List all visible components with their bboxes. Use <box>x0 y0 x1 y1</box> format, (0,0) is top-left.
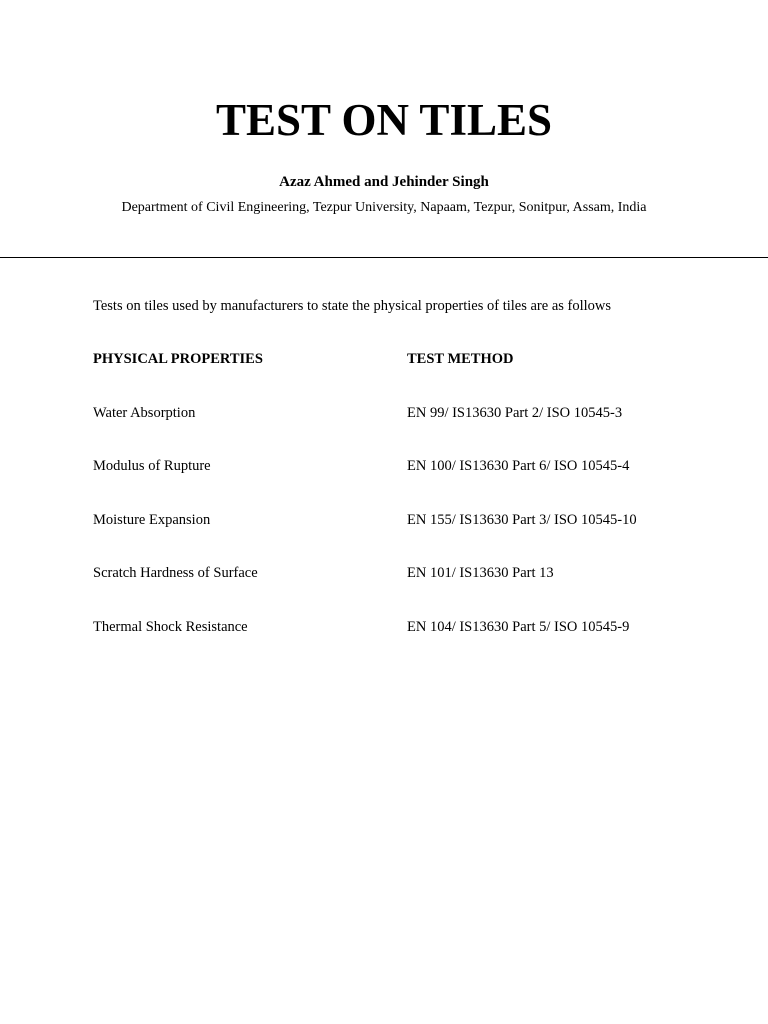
property-cell: Scratch Hardness of Surface <box>93 565 258 581</box>
property-cell: Moisture Expansion <box>93 511 211 528</box>
method-cell: EN 101/ IS13630 Part 13 <box>407 565 554 581</box>
property-cell: Thermal Shock Resistance <box>93 618 248 635</box>
document-title: TEST ON TILES <box>215 95 553 145</box>
table-row <box>93 618 713 672</box>
method-cell: EN 99/ IS13630 Part 2/ ISO 10545-3 <box>407 404 623 421</box>
table-row <box>93 511 713 565</box>
column-header-method: TEST METHOD <box>407 351 514 367</box>
method-cell: EN 100/ IS13630 Part 6/ ISO 10545-4 <box>407 458 630 474</box>
document-affiliation: Department of Civil Engineering, Tezpur University, Napaam, Tezpur, Sonitpur, Assam, India <box>121 200 647 215</box>
properties-table <box>93 350 713 671</box>
property-cell: Water Absorption <box>93 404 196 421</box>
document-authors: Azaz Ahmed and Jehinder Singh <box>279 174 489 190</box>
intro-paragraph: Tests on tiles used by manufacturers to state the physical properties of tiles are as follows <box>93 298 612 314</box>
method-cell: EN 155/ IS13630 Part 3/ ISO 10545-10 <box>407 511 637 528</box>
table-header-row <box>93 350 713 404</box>
table-row <box>93 404 713 458</box>
table-row <box>93 564 713 618</box>
method-cell: EN 104/ IS13630 Part 5/ ISO 10545-9 <box>407 618 630 635</box>
table-row <box>93 457 713 511</box>
horizontal-divider <box>0 257 768 258</box>
property-cell: Modulus of Rupture <box>93 458 211 474</box>
column-header-property: PHYSICAL PROPERTIES <box>93 351 263 367</box>
